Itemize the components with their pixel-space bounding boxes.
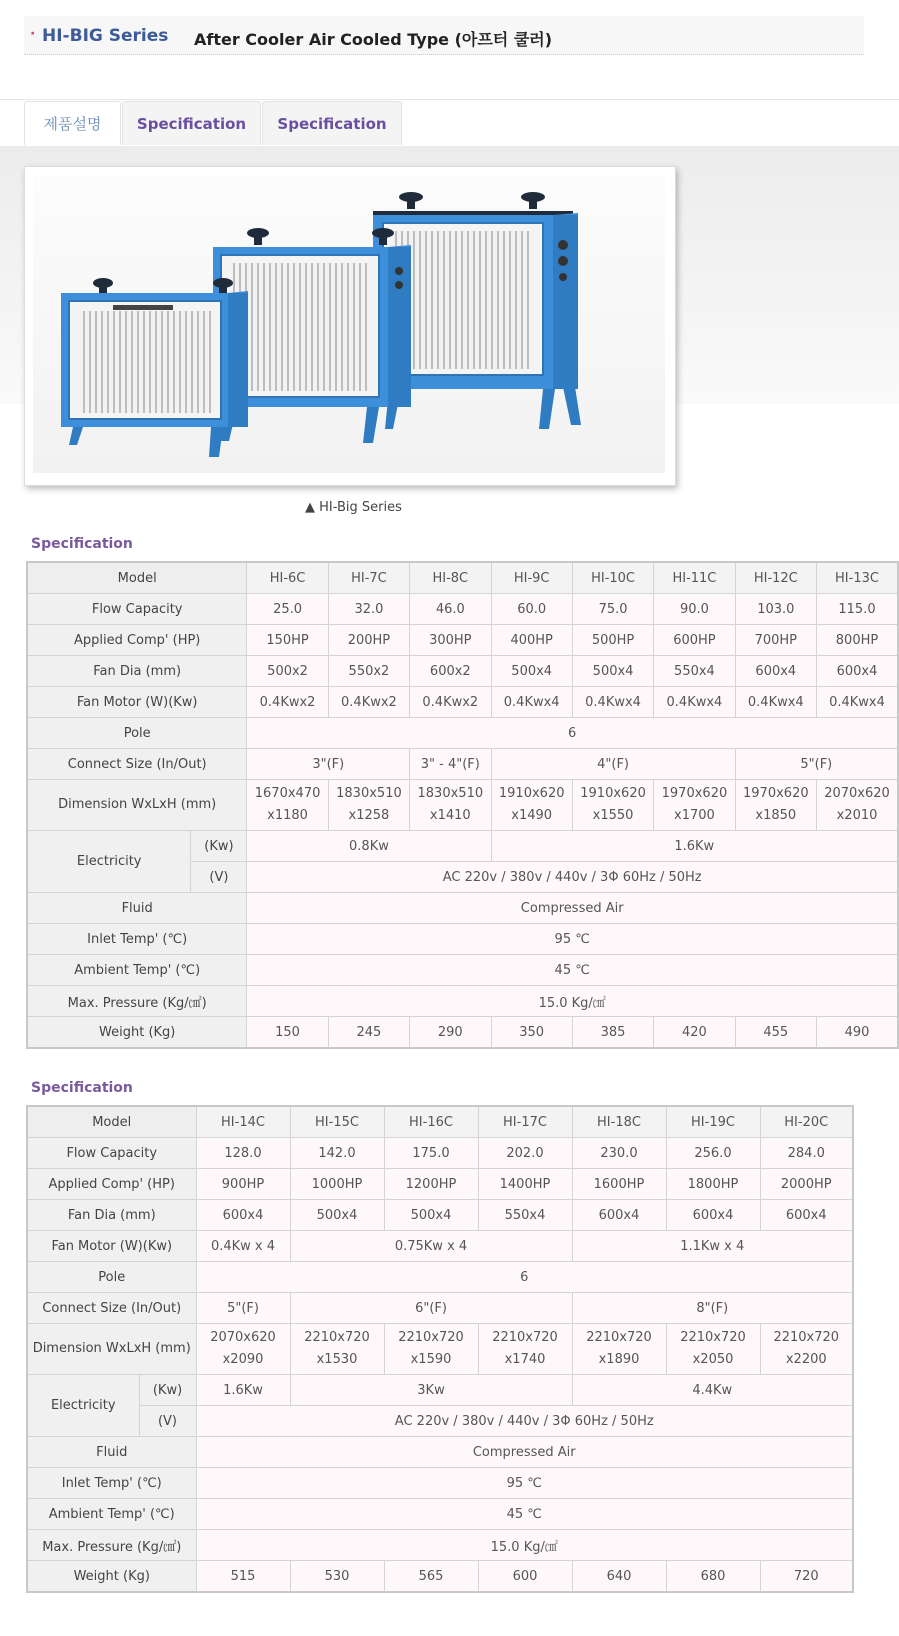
dim-top: 2070x620 (824, 786, 890, 801)
pressure-row (27, 1530, 853, 1561)
comp-cell: 400HP (491, 625, 572, 656)
dim-bottom: x1180 (267, 808, 308, 823)
fan-motor-cell: 0.4Kwx2 (410, 687, 491, 718)
model-cell: HI-14C (196, 1106, 290, 1138)
connect-cell: 8"(F) (572, 1293, 853, 1324)
fluid-row (27, 1437, 853, 1468)
dim-top: 1910x620 (580, 786, 646, 801)
product-photo-frame (24, 166, 676, 486)
weight-cell: 640 (572, 1561, 666, 1593)
fan-dia-cell: 600x4 (196, 1200, 290, 1231)
fan-dia-row (27, 1200, 853, 1231)
row-label: Fan Dia (mm) (27, 656, 247, 687)
fan-dia-cell: 600x4 (572, 1200, 666, 1231)
dim-top: 2210x720 (680, 1330, 746, 1345)
model-cell: HI-16C (384, 1106, 478, 1138)
flow-cell: 142.0 (290, 1138, 384, 1169)
fan-dia-cell: 600x2 (410, 656, 491, 687)
fan-motor-cell: 0.4Kwx4 (654, 687, 735, 718)
weight-cell: 420 (654, 1017, 735, 1049)
fluid-cell: Compressed Air (196, 1437, 853, 1468)
row-label: Fan Motor (W)(Kw) (27, 1231, 196, 1262)
model-cell: HI-20C (760, 1106, 853, 1138)
dim-top: 2210x720 (773, 1330, 840, 1345)
fan-dia-cell: 600x4 (735, 656, 816, 687)
row-label: Max. Pressure (Kg/㎠) (27, 986, 247, 1017)
row-label: Applied Comp' (HP) (27, 1169, 196, 1200)
weight-cell: 565 (384, 1561, 478, 1593)
row-label: Applied Comp' (HP) (27, 625, 247, 656)
dimension-cell (478, 1324, 572, 1375)
fan-dia-row (27, 656, 898, 687)
dim-bottom: x2050 (692, 1352, 734, 1367)
tab-specification-2[interactable]: Specification (262, 101, 402, 145)
comp-row (27, 1169, 853, 1200)
dim-top: 2210x720 (398, 1330, 464, 1345)
electricity-v-cell: AC 220v / 380v / 440v / 3Φ 60Hz / 50Hz (247, 862, 898, 893)
comp-cell: 200HP (328, 625, 409, 656)
row-label: Pole (27, 1262, 196, 1293)
comp-cell: 150HP (247, 625, 328, 656)
dimension-cell (572, 780, 653, 831)
flow-cell: 25.0 (247, 594, 328, 625)
comp-cell: 1200HP (384, 1169, 478, 1200)
comp-cell: 600HP (654, 625, 735, 656)
dim-top: 1910x620 (498, 786, 565, 801)
ambient-cell: 45 ℃ (196, 1499, 853, 1530)
dim-bottom: x2010 (836, 808, 878, 823)
fluid-cell: Compressed Air (247, 893, 898, 924)
flow-cell: 230.0 (572, 1138, 666, 1169)
fan-motor-cell: 0.75Kw x 4 (290, 1231, 572, 1262)
section-title-1: Specification (31, 536, 133, 552)
row-label: Dimension WxLxH (mm) (27, 1324, 196, 1375)
weight-cell: 455 (735, 1017, 816, 1049)
pole-row (27, 1262, 853, 1293)
spec-table-1 (26, 561, 899, 1049)
fan-dia-cell: 550x4 (654, 656, 735, 687)
dim-bottom: x1258 (348, 808, 390, 823)
model-cell: HI-17C (478, 1106, 572, 1138)
dim-top: 2210x720 (492, 1330, 558, 1345)
dim-top: 1830x510 (417, 786, 484, 801)
weight-row (27, 1017, 898, 1049)
dim-top: 1970x620 (743, 786, 809, 801)
ambient-row (27, 1499, 853, 1530)
fan-motor-cell: 0.4Kwx4 (572, 687, 653, 718)
model-cell: HI-15C (290, 1106, 384, 1138)
flow-row (27, 594, 898, 625)
fan-motor-row (27, 687, 898, 718)
section-title-2: Specification (31, 1080, 133, 1096)
flow-cell: 90.0 (654, 594, 735, 625)
connect-row (27, 749, 898, 780)
row-label: Flow Capacity (27, 594, 247, 625)
fan-dia-cell: 550x2 (328, 656, 409, 687)
pole-cell: 6 (196, 1262, 853, 1293)
fan-dia-cell: 600x4 (760, 1200, 853, 1231)
fan-dia-cell: 500x4 (491, 656, 572, 687)
connect-cell: 6"(F) (290, 1293, 572, 1324)
dim-bottom: x1850 (755, 808, 797, 823)
fan-motor-cell: 0.4Kwx4 (817, 687, 899, 718)
weight-cell: 245 (328, 1017, 409, 1049)
flow-cell: 115.0 (817, 594, 899, 625)
flow-cell: 256.0 (666, 1138, 760, 1169)
row-label: Connect Size (In/Out) (27, 1293, 196, 1324)
pole-row (27, 718, 898, 749)
flow-cell: 75.0 (572, 594, 653, 625)
row-label: Flow Capacity (27, 1138, 196, 1169)
weight-cell: 515 (196, 1561, 290, 1593)
comp-cell: 500HP (572, 625, 653, 656)
weight-cell: 150 (247, 1017, 328, 1049)
electricity-kw-cell: 4.4Kw (572, 1375, 853, 1406)
dim-top: 2210x720 (304, 1330, 370, 1345)
dimension-row (27, 1324, 853, 1375)
flow-cell: 175.0 (384, 1138, 478, 1169)
flow-cell: 32.0 (328, 594, 409, 625)
comp-row (27, 625, 898, 656)
fan-motor-cell: 0.4Kwx2 (328, 687, 409, 718)
fan-dia-cell: 500x4 (384, 1200, 478, 1231)
electricity-kw-row (27, 831, 898, 862)
row-label: Electricity (27, 831, 191, 893)
model-cell: HI-7C (328, 562, 409, 594)
dim-top: 1830x510 (336, 786, 402, 801)
weight-cell: 530 (290, 1561, 384, 1593)
fan-motor-cell: 0.4Kw x 4 (196, 1231, 290, 1262)
dimension-row (27, 780, 898, 831)
dim-bottom: x1700 (674, 808, 715, 823)
model-row (27, 562, 898, 594)
inlet-row (27, 1468, 853, 1499)
model-cell: HI-10C (572, 562, 653, 594)
unit-small (61, 278, 248, 457)
row-label: Inlet Temp' (℃) (27, 1468, 196, 1499)
dimension-cell (654, 780, 735, 831)
after-cooler-units-illustration (33, 175, 665, 473)
dimension-cell (247, 780, 328, 831)
dimension-cell (410, 780, 491, 831)
dimension-cell (760, 1324, 853, 1375)
row-label: Model (27, 562, 247, 594)
flow-cell: 202.0 (478, 1138, 572, 1169)
comp-cell: 300HP (410, 625, 491, 656)
electricity-kw-cell: 3Kw (290, 1375, 572, 1406)
fan-motor-cell: 1.1Kw x 4 (572, 1231, 853, 1262)
inlet-cell: 95 ℃ (196, 1468, 853, 1499)
flow-cell: 128.0 (196, 1138, 290, 1169)
weight-cell: 680 (666, 1561, 760, 1593)
electricity-v-cell: AC 220v / 380v / 440v / 3Φ 60Hz / 50Hz (196, 1406, 853, 1437)
dim-bottom: x1410 (429, 808, 471, 823)
electricity-v-row (27, 1406, 853, 1437)
row-label: Fluid (27, 1437, 196, 1468)
dim-top: 1670x470 (254, 786, 321, 801)
comp-cell: 900HP (196, 1169, 290, 1200)
page-title: After Cooler Air Cooled Type (아프터 쿨러) (194, 30, 553, 49)
dimension-cell (290, 1324, 384, 1375)
pressure-cell: 15.0 Kg/㎠ (247, 986, 898, 1017)
comp-cell: 2000HP (760, 1169, 853, 1200)
fan-dia-cell: 600x4 (817, 656, 899, 687)
sub-label: (V) (139, 1406, 196, 1437)
comp-cell: 1600HP (572, 1169, 666, 1200)
comp-cell: 700HP (735, 625, 816, 656)
fan-motor-cell: 0.4Kwx4 (735, 687, 816, 718)
tab-product-description[interactable]: 제품설명 (24, 101, 121, 145)
flow-row (27, 1138, 853, 1169)
dimension-cell (328, 780, 409, 831)
page-title-bar (24, 16, 864, 55)
row-label: Electricity (27, 1375, 139, 1437)
connect-row (27, 1293, 853, 1324)
dimension-cell (572, 1324, 666, 1375)
row-label: Inlet Temp' (℃) (27, 924, 247, 955)
dim-top: 1970x620 (661, 786, 728, 801)
flow-cell: 46.0 (410, 594, 491, 625)
electricity-kw-cell: 0.8Kw (247, 831, 491, 862)
dim-bottom: x1590 (410, 1352, 452, 1367)
electricity-kw-cell: 1.6Kw (196, 1375, 290, 1406)
dimension-cell (666, 1324, 760, 1375)
fan-motor-cell: 0.4Kwx4 (491, 687, 572, 718)
model-cell: HI-6C (247, 562, 328, 594)
electricity-kw-row (27, 1375, 853, 1406)
comp-cell: 1000HP (290, 1169, 384, 1200)
dim-bottom: x2090 (222, 1352, 264, 1367)
pole-cell: 6 (247, 718, 898, 749)
fluid-row (27, 893, 898, 924)
dim-bottom: x2200 (785, 1352, 827, 1367)
row-label: Connect Size (In/Out) (27, 749, 247, 780)
sub-label: (V) (191, 862, 247, 893)
spec-table-2 (26, 1105, 854, 1593)
row-label: Pole (27, 718, 247, 749)
ambient-cell: 45 ℃ (247, 955, 898, 986)
row-label: Model (27, 1106, 196, 1138)
connect-cell: 5"(F) (196, 1293, 290, 1324)
pressure-cell: 15.0 Kg/㎠ (196, 1530, 853, 1561)
dim-top: 2070x620 (210, 1330, 276, 1345)
dim-bottom: x1740 (504, 1352, 546, 1367)
connect-cell: 4"(F) (491, 749, 735, 780)
model-cell: HI-9C (491, 562, 572, 594)
model-cell: HI-13C (817, 562, 899, 594)
model-cell: HI-19C (666, 1106, 760, 1138)
dim-bottom: x1890 (598, 1352, 640, 1367)
model-cell: HI-18C (572, 1106, 666, 1138)
connect-cell: 3" - 4"(F) (410, 749, 491, 780)
row-label: Fluid (27, 893, 247, 924)
fan-dia-cell: 600x4 (666, 1200, 760, 1231)
comp-cell: 1800HP (666, 1169, 760, 1200)
model-cell: HI-11C (654, 562, 735, 594)
weight-cell: 490 (817, 1017, 899, 1049)
fan-motor-cell: 0.4Kwx2 (247, 687, 328, 718)
fan-dia-cell: 500x4 (290, 1200, 384, 1231)
tab-specification-1[interactable]: Specification (122, 101, 261, 145)
series-name: HI-BIG Series (42, 26, 169, 46)
photo-caption: ▲ HI-Big Series (305, 500, 402, 515)
fan-dia-cell: 550x4 (478, 1200, 572, 1231)
comp-cell: 800HP (817, 625, 899, 656)
sub-label: (Kw) (139, 1375, 196, 1406)
flow-cell: 284.0 (760, 1138, 853, 1169)
dim-bottom: x1490 (511, 808, 553, 823)
dim-bottom: x1550 (592, 808, 634, 823)
electricity-kw-cell: 1.6Kw (491, 831, 898, 862)
dimension-cell (491, 780, 572, 831)
inlet-row (27, 924, 898, 955)
divider (0, 99, 899, 100)
weight-cell: 600 (478, 1561, 572, 1593)
weight-cell: 385 (572, 1017, 653, 1049)
weight-cell: 720 (760, 1561, 853, 1593)
title-bullet: · (30, 26, 36, 42)
row-label: Weight (Kg) (27, 1561, 196, 1593)
dim-bottom: x1530 (316, 1352, 358, 1367)
row-label: Max. Pressure (Kg/㎠) (27, 1530, 196, 1561)
pressure-row (27, 986, 898, 1017)
row-label: Fan Dia (mm) (27, 1200, 196, 1231)
fan-motor-row (27, 1231, 853, 1262)
dimension-cell (817, 780, 899, 831)
weight-cell: 290 (410, 1017, 491, 1049)
dim-top: 2210x720 (586, 1330, 652, 1345)
dimension-cell (735, 780, 816, 831)
dimension-cell (384, 1324, 478, 1375)
fan-dia-cell: 500x4 (572, 656, 653, 687)
model-cell: HI-8C (410, 562, 491, 594)
dimension-cell (196, 1324, 290, 1375)
comp-cell: 1400HP (478, 1169, 572, 1200)
ambient-row (27, 955, 898, 986)
row-label: Fan Motor (W)(Kw) (27, 687, 247, 718)
weight-cell: 350 (491, 1017, 572, 1049)
inlet-cell: 95 ℃ (247, 924, 898, 955)
model-cell: HI-12C (735, 562, 816, 594)
flow-cell: 103.0 (735, 594, 816, 625)
row-label: Dimension WxLxH (mm) (27, 780, 247, 831)
row-label: Ambient Temp' (℃) (27, 1499, 196, 1530)
row-label: Weight (Kg) (27, 1017, 247, 1049)
sub-label: (Kw) (191, 831, 247, 862)
row-label: Ambient Temp' (℃) (27, 955, 247, 986)
connect-cell: 5"(F) (735, 749, 898, 780)
weight-row (27, 1561, 853, 1593)
product-photo (33, 175, 665, 473)
model-row (27, 1106, 853, 1138)
connect-cell: 3"(F) (247, 749, 410, 780)
fan-dia-cell: 500x2 (247, 656, 328, 687)
flow-cell: 60.0 (491, 594, 572, 625)
